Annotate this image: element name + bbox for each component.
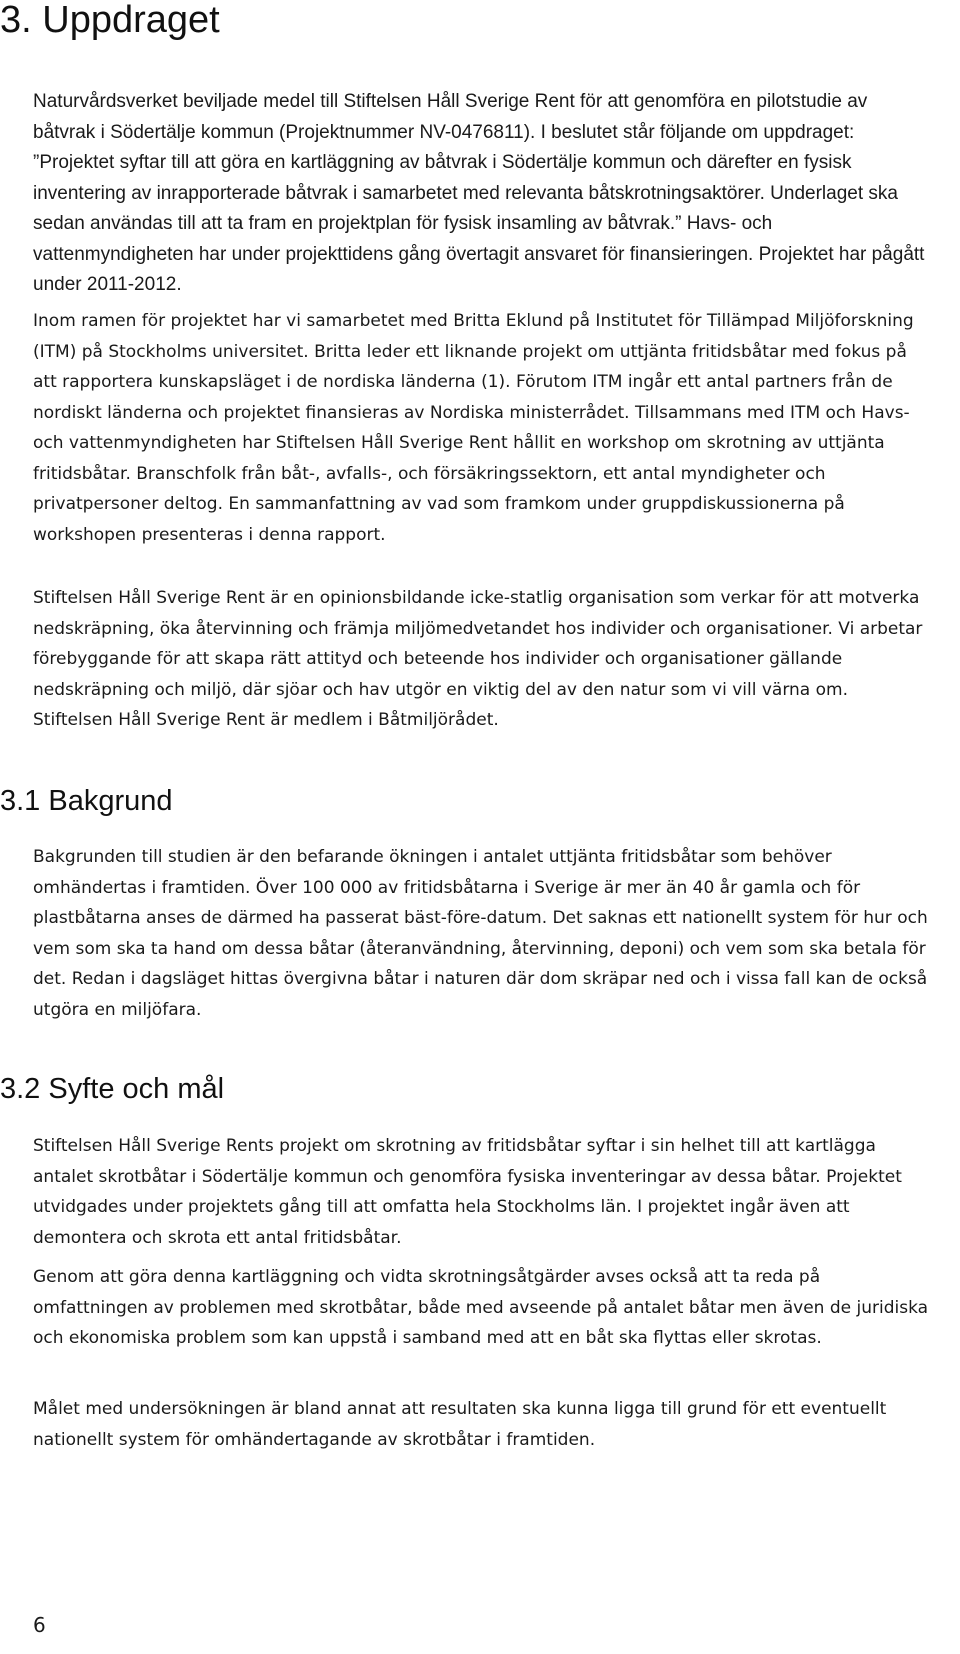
paragraph-syfte-3: Målet med undersökningen är bland annat att resultaten ska kunna ligga till grund för ett eventuellt nationellt system för omhändertagande av skrotbåtar i framtiden. [33,1399,887,1450]
paragraph-uppdraget-1: Naturvårdsverket beviljade medel till Stiftelsen Håll Sverige Rent för att genomföra en pilotstudie av båtvrak i Södertälje kommun (Projektnummer NV-0476811). I beslutet står följande om uppdraget: ”Projektet syftar till att göra en kartläggning av båtvrak i Södertälje kommun och därefter en fysisk inventering av inrapporterade båtvrak i samarbetet med relevanta båtskrotningsaktörer. Underlaget ska sedan användas till att ta fram en projektplan för fysisk insamling av båtvrak.” Havs- och vattenmyndigheten har under projekttidens gång övertagit ansvaret för finansieringen. Projektet har pågått under 2011-2012. [33,91,925,295]
paragraph-syfte-2: Genom att göra denna kartläggning och vidta skrotningsåtgärder avses också att ta reda på omfattningen av problemen med skrotbåtar, både med avseende på antalet båtar men även de juridiska och ekonomiska problem som kan uppstå i samband med att en båt ska flyttas eller skrotas. [33,1267,929,1348]
section-heading-syfte: 3.2 Syfte och mål [0,1073,225,1105]
paragraph-uppdraget-3: Stiftelsen Håll Sverige Rent är en opinionsbildande icke-statlig organisation som verkar för att motverka nedskräpning, öka återvinning och främja miljömedvetandet hos individer och organisationer. Vi arbetar förebyggande för att skapa rätt attityd och beteende hos individer och organisationer gällande nedskräpning och miljö, där sjöar och hav utgör en viktig del av den natur som vi vill värna om. Stiftelsen Håll Sverige Rent är medlem i Båtmiljörådet. [33,588,923,730]
page-number: 6 [33,1613,46,1637]
section-heading-bakgrund: 3.1 Bakgrund [0,785,173,817]
paragraph-bakgrund-1: Bakgrunden till studien är den befarande ökningen i antalet uttjänta fritidsbåtar som behöver omhändertas i framtiden. Över 100 000 av fritidsbåtarna i Sverige är mer än 40 år gamla och för plastbåtarna anses de därmed ha passerat bäst-före-datum. Det saknas ett nationellt system för hur och vem som ska ta hand om dessa båtar (återanvändning, återvinning, deponi) och vem som ska betala för det. Redan i dagsläget hittas övergivna båtar i naturen där dom skräpar ned och i vissa fall kan de också utgöra en miljöfara. [33,847,928,1020]
paragraph-syfte-1: Stiftelsen Håll Sverige Rents projekt om skrotning av fritidsbåtar syftar i sin helhet till att kartlägga antalet skrotbåtar i Södertälje kommun och genomföra fysiska inventeringar av dessa båtar. Projektet utvidgades under projektets gång till att omfatta hela Stockholms län. I projektet ingår även att demontera och skrota ett antal fritidsbåtar. [33,1136,902,1248]
page-title: 3. Uppdraget [0,0,220,41]
paragraph-uppdraget-2: Inom ramen för projektet har vi samarbetet med Britta Eklund på Institutet för Tillämpad Miljöforskning (ITM) på Stockholms universitet. Britta leder ett liknande projekt om uttjänta fritidsbåtar med fokus på att rapportera kunskapsläget i de nordiska länderna (1). Förutom ITM ingår ett antal partners från de nordiskt länderna och projektet finansieras av Nordiska ministerrådet. Tillsammans med ITM och Havs- och vattenmyndigheten har Stiftelsen Håll Sverige Rent hållit en workshop om skrotning av uttjänta fritidsbåtar. Branschfolk från båt-, avfalls-, och försäkringssektorn, ett antal myndigheter och privatpersoner deltog. En sammanfattning av vad som framkom under gruppdiskussionerna på workshopen presenteras i denna rapport. [33,311,914,545]
